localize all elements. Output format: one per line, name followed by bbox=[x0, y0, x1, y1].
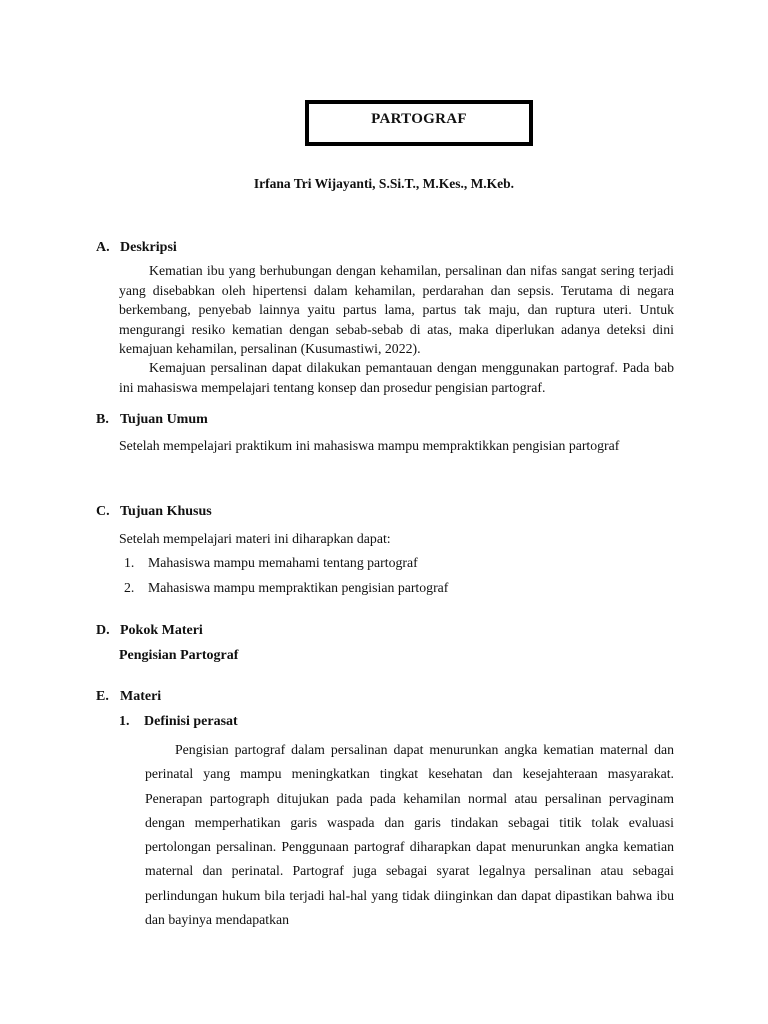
section-c-title: Tujuan Khusus bbox=[120, 504, 212, 519]
section-d-letter: D. bbox=[96, 623, 110, 638]
list-item-number: 1. bbox=[124, 555, 135, 570]
section-c-letter: C. bbox=[96, 504, 110, 519]
section-e-title: Materi bbox=[120, 689, 162, 704]
section-b-heading bbox=[96, 412, 208, 428]
section-e-subheading-number: 1. bbox=[119, 714, 130, 729]
list-item bbox=[119, 555, 418, 571]
section-d-subtitle: Pengisian Partograf bbox=[119, 648, 239, 663]
list-item-text: Mahasiswa mampu mempraktikan pengisian partograf bbox=[148, 580, 449, 595]
author-line: Irfana Tri Wijayanti, S.Si.T., M.Kes., M.Keb. bbox=[253, 176, 515, 191]
section-a-paragraph-2 bbox=[119, 358, 674, 397]
section-e-subheading-title: Definisi perasat bbox=[144, 714, 238, 729]
section-a-letter: A. bbox=[96, 240, 110, 255]
list-item-number: 2. bbox=[124, 580, 135, 595]
section-a-paragraph-1 bbox=[119, 261, 674, 359]
section-a-paragraph-1-text: Kematian ibu yang berhubungan dengan kehamilan, persalinan dan nifas sangat sering terjadi yang disebabkan oleh hipertensi dalam kehamilan, perdarahan dan sepsis. Terutama di negara berkembang, penyebab lainnya yaitu partus lama, partus tak maju, dan ruptura uteri. Untuk mengurangi resiko kematian dengan sebab-sebab di atas, maka diperlukan adanya deteksi dini kemajuan kehamilan, persalinan (Kusumastiwi, 2022). bbox=[119, 263, 674, 356]
document-title: PARTOGRAF bbox=[371, 111, 467, 127]
list-item-text: Mahasiswa mampu memahami tentang partograf bbox=[148, 555, 418, 570]
title-box bbox=[305, 100, 533, 146]
section-e-letter: E. bbox=[96, 689, 109, 704]
section-a-title: Deskripsi bbox=[120, 240, 177, 255]
section-b-paragraph: Setelah mempelajari praktikum ini mahasiswa mampu mempraktikkan pengisian partograf bbox=[119, 438, 620, 453]
section-e-paragraph-text: Pengisian partograf dalam persalinan dapat menurunkan angka kematian maternal dan perinatal yang mampu meningkatkan tingkat kesehatan dan kesejahteraan masyarakat. Penerapan partograph ditujukan pada pada kehamilan normal atau persalinan pervaginam dengan memperhatikan garis waspada dan garis tindakan sebagai titik tolak evaluasi pertolongan persalinan. Penggunaan partograf diharapkan dapat menurunkan angka kematian maternal dan perinatal. Partograf juga sebagai syarat legalnya persalinan atau sebagai perlindungan hukum bila terjadi hal-hal yang tidak diinginkan dan dapat dipastikan bahwa ibu dan bayinya mendapatkan bbox=[145, 742, 674, 928]
section-e-paragraph bbox=[145, 738, 674, 932]
section-a-heading bbox=[96, 240, 177, 256]
section-e-subheading bbox=[119, 714, 238, 730]
section-b-title: Tujuan Umum bbox=[120, 412, 208, 427]
section-b-letter: B. bbox=[96, 412, 109, 427]
section-d-heading bbox=[96, 623, 203, 639]
section-e-heading bbox=[96, 689, 161, 705]
section-c-intro: Setelah mempelajari materi ini diharapkan dapat: bbox=[119, 531, 391, 546]
section-d-title: Pokok Materi bbox=[120, 623, 203, 638]
section-c-heading bbox=[96, 504, 212, 520]
section-a-paragraph-2-text: Kemajuan persalinan dapat dilakukan pemantauan dengan menggunakan partograf. Pada bab ini mahasiswa mempelajari tentang konsep dan prosedur pengisian partograf. bbox=[119, 360, 674, 395]
list-item bbox=[119, 580, 448, 596]
